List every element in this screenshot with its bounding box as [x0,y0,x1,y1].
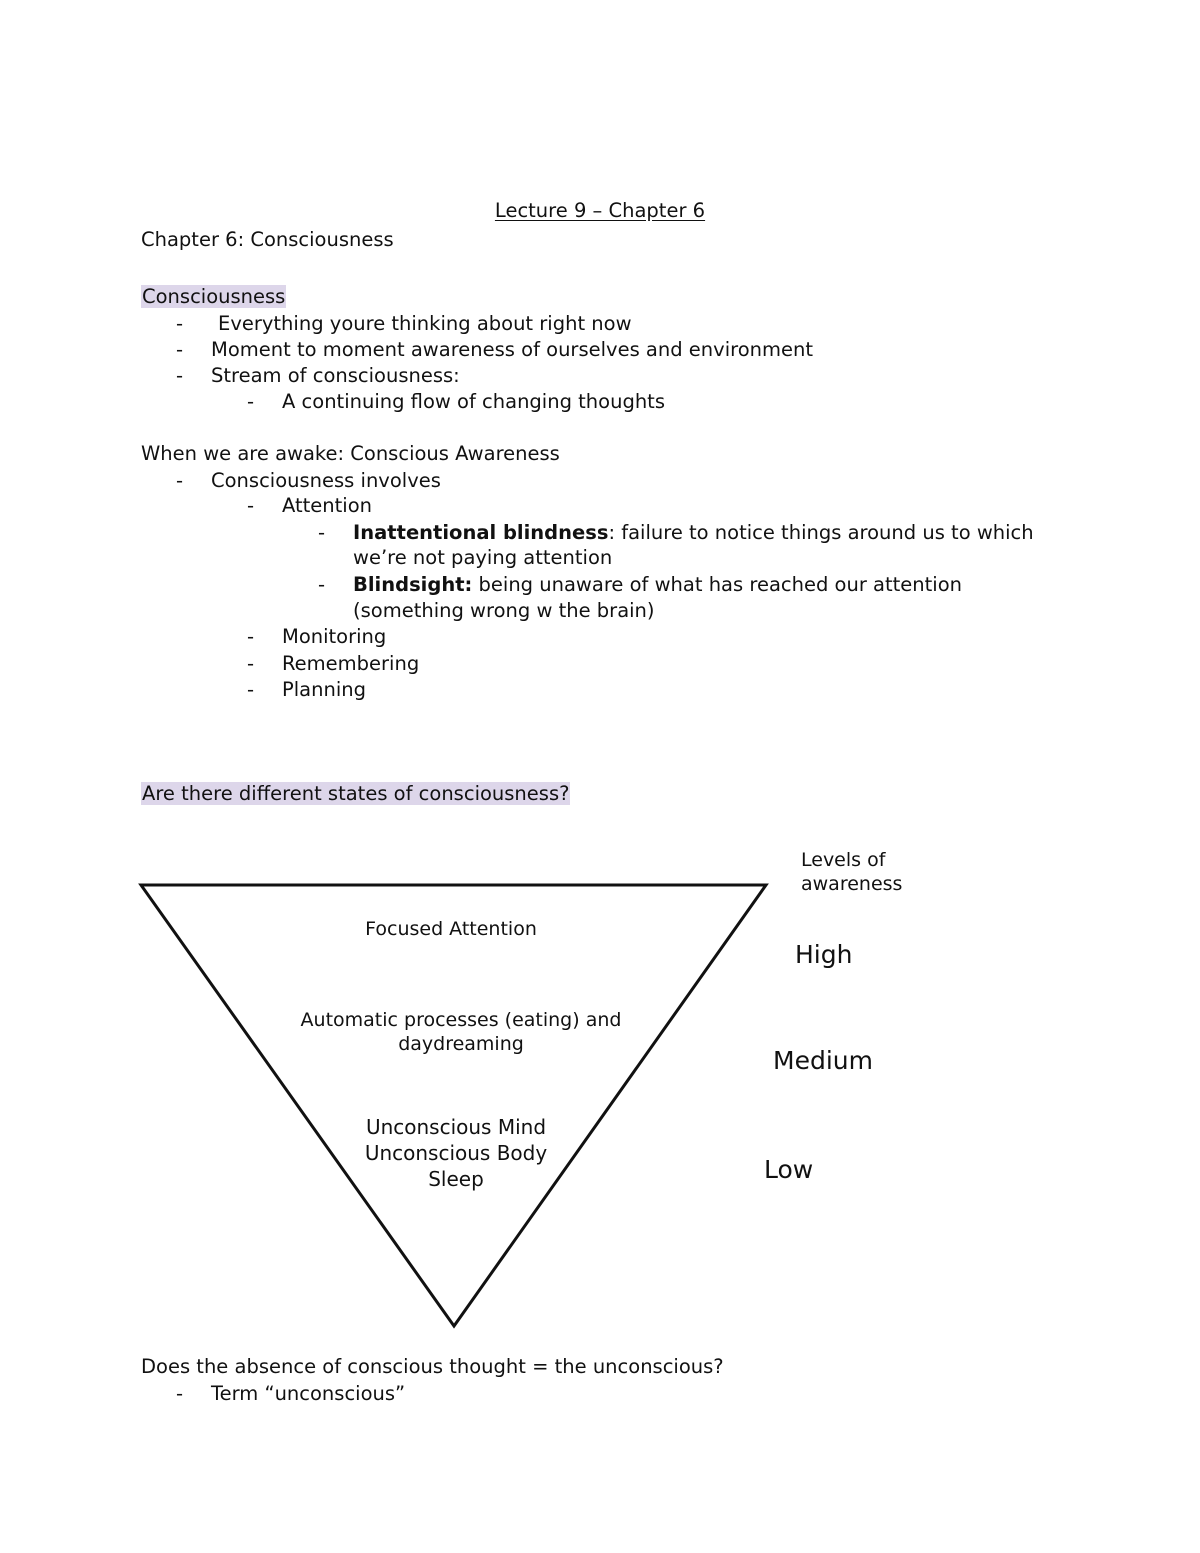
triangle-label-line: Sleep [428,1167,484,1191]
triangle-label-line: Unconscious Mind [365,1115,547,1139]
term-inattentional-blindness: Inattentional blindness [353,521,609,544]
level-medium: Medium [773,1046,873,1075]
term-blindsight: Blindsight: [353,573,473,596]
bullet-dash: - [318,573,326,596]
bullet-dash: - [247,390,255,413]
bullet-dash: - [247,678,255,701]
section-consciousness-heading-text: Consciousness [142,285,286,308]
page-title-text: Lecture 9 – Chapter 6 [494,199,706,222]
bullet-dash: - [247,652,255,675]
list-item: Everything youre thinking about right now [218,312,632,335]
definition-text: : failure to notice things around us to which [608,521,1034,544]
list-item: Planning [282,678,366,701]
list-item: Term “unconscious” [211,1382,406,1405]
definition-continuation: (something wrong w the brain) [353,599,655,622]
bullet-dash: - [176,364,184,387]
level-low: Low [764,1155,814,1184]
triangle-label-unconscious [331,1114,581,1192]
bullet-dash: - [176,312,184,335]
list-item: Attention [282,494,372,517]
inverted-triangle [141,885,766,1326]
question-unconscious: Does the absence of conscious thought = the unconscious? [141,1355,724,1378]
levels-of-awareness-heading: Levels of awareness [801,849,903,895]
bullet-dash: - [176,338,184,361]
section-states-heading-text: Are there different states of consciousness? [142,782,570,805]
bullet-dash: - [318,521,326,544]
bullet-dash: - [247,494,255,517]
bullet-dash: - [176,469,184,492]
list-item: Remembering [282,652,420,675]
bullet-dash: - [247,625,255,648]
definition-continuation: we’re not paying attention [353,546,613,569]
section-awake-heading: When we are awake: Conscious Awareness [141,442,560,465]
list-item: Monitoring [282,625,387,648]
triangle-label-focused-attention: Focused Attention [365,918,537,940]
bullet-dash: - [176,1382,184,1405]
definition-text: being unaware of what has reached our attention [472,573,963,596]
list-item: Moment to moment awareness of ourselves and environment [211,338,813,361]
triangle-label-automatic-processes: Automatic processes (eating) and daydreaming [300,1009,622,1055]
list-item: Stream of consciousness: [211,364,460,387]
triangle-label-line: Unconscious Body [364,1141,548,1165]
level-high: High [795,940,853,969]
list-item: Consciousness involves [211,469,441,492]
list-item: A continuing flow of changing thoughts [282,390,665,413]
chapter-heading: Chapter 6: Consciousness [141,228,394,251]
